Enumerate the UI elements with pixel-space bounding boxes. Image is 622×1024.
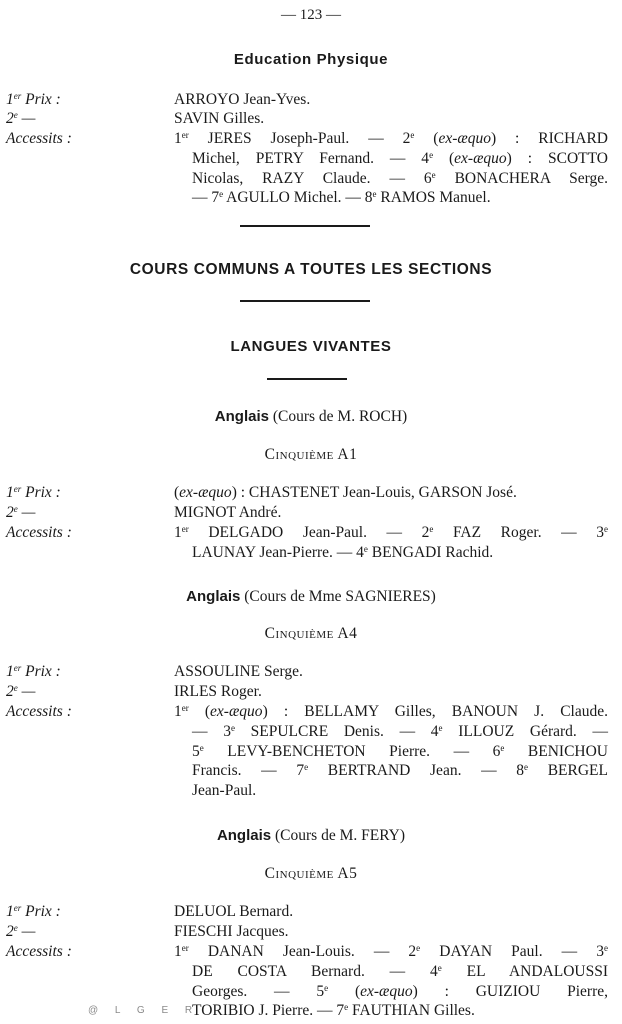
prize-winner-first: DELUOL Bernard. bbox=[174, 903, 294, 920]
divider-rule-short bbox=[267, 378, 347, 380]
prize-winner-second: IRLES Roger. bbox=[174, 683, 262, 700]
prize-winner-first: ARROYO Jean-Yves. bbox=[174, 91, 311, 108]
section-title-langues-vivantes: LANGUES VIVANTES bbox=[230, 338, 392, 355]
accessits-label: Accessits : bbox=[6, 130, 72, 147]
prize-label-second: 2e — bbox=[6, 504, 36, 521]
accessits-list: 1er (ex-æquo) : BELLAMY Gilles, BANOUN J. Claude. — 3e SEPULCRE Denis. — 4e ILLOUZ Gérard. — 5e LEVY-BENCHETON Pierre. — 6e BENICHOU Francis. — 7e BERTRAND Jean. — 8e BERGEL Jean-Paul. bbox=[174, 703, 608, 800]
prize-label-first: 1er Prix : bbox=[6, 484, 61, 501]
prize-label-first: 1er Prix : bbox=[6, 903, 61, 920]
prize-label-second: 2e — bbox=[6, 683, 36, 700]
accessits-label: Accessits : bbox=[6, 703, 72, 720]
prize-winner-first: ASSOULINE Serge. bbox=[174, 663, 303, 680]
divider-rule bbox=[240, 300, 370, 302]
prize-winner-first: (ex-æquo) : CHASTENET Jean-Louis, GARSON José. bbox=[174, 484, 517, 501]
section-title-education-physique: Education Physique bbox=[233, 51, 389, 68]
prize-label-second: 2e — bbox=[6, 923, 36, 940]
prize-winner-second: MIGNOT André. bbox=[174, 504, 282, 521]
accessits-label: Accessits : bbox=[6, 943, 72, 960]
prize-winner-second: SAVIN Gilles. bbox=[174, 110, 265, 127]
class-title-cinquieme-a4: Cinquième A4 bbox=[264, 625, 358, 642]
accessits-label: Accessits : bbox=[6, 524, 72, 541]
prize-label-first: 1er Prix : bbox=[6, 663, 61, 680]
prize-label-first: 1er Prix : bbox=[6, 91, 61, 108]
accessits-list: 1er DANAN Jean-Louis. — 2e DAYAN Paul. — 3e DE COSTA Bernard. — 4e EL ANDALOUSSI Georges. — 5e (ex-æquo) : GUIZIOU Pierre, TORIBIO J. Pierre. — 7e FAUTHIAN Gilles. bbox=[174, 943, 608, 1020]
watermark-text: @ L G E R bbox=[88, 1005, 200, 1016]
subsection-title-anglais-roch: Anglais (Cours de M. ROCH) bbox=[214, 408, 408, 425]
prize-winner-second: FIESCHI Jacques. bbox=[174, 923, 289, 940]
class-title-cinquieme-a5: Cinquième A5 bbox=[264, 865, 358, 882]
page-number: — 123 — bbox=[281, 7, 341, 23]
class-title-cinquieme-a1: Cinquième A1 bbox=[264, 446, 358, 463]
subsection-title-anglais-fery: Anglais (Cours de M. FERY) bbox=[216, 827, 406, 844]
divider-rule bbox=[240, 225, 370, 227]
section-title-cours-communs: COURS COMMUNS A TOUTES LES SECTIONS bbox=[129, 261, 493, 278]
accessits-list: 1er JERES Joseph-Paul. — 2e (ex-æquo) : RICHARD Michel, PETRY Fernand. — 4e (ex-æquo) : SCOTTO Nicolas, RAZY Claude. — 6e BONACHERA Serge. — 7e AGULLO Michel. — 8e RAMOS Manuel. bbox=[174, 130, 609, 207]
prize-label-second: 2e — bbox=[6, 110, 36, 127]
accessits-list: 1er DELGADO Jean-Paul. — 2e FAZ Roger. — 3e LAUNAY Jean-Pierre. — 4e BENGADI Rachid. bbox=[174, 524, 608, 561]
subsection-title-anglais-sagnieres: Anglais (Cours de Mme SAGNIERES) bbox=[186, 588, 436, 605]
